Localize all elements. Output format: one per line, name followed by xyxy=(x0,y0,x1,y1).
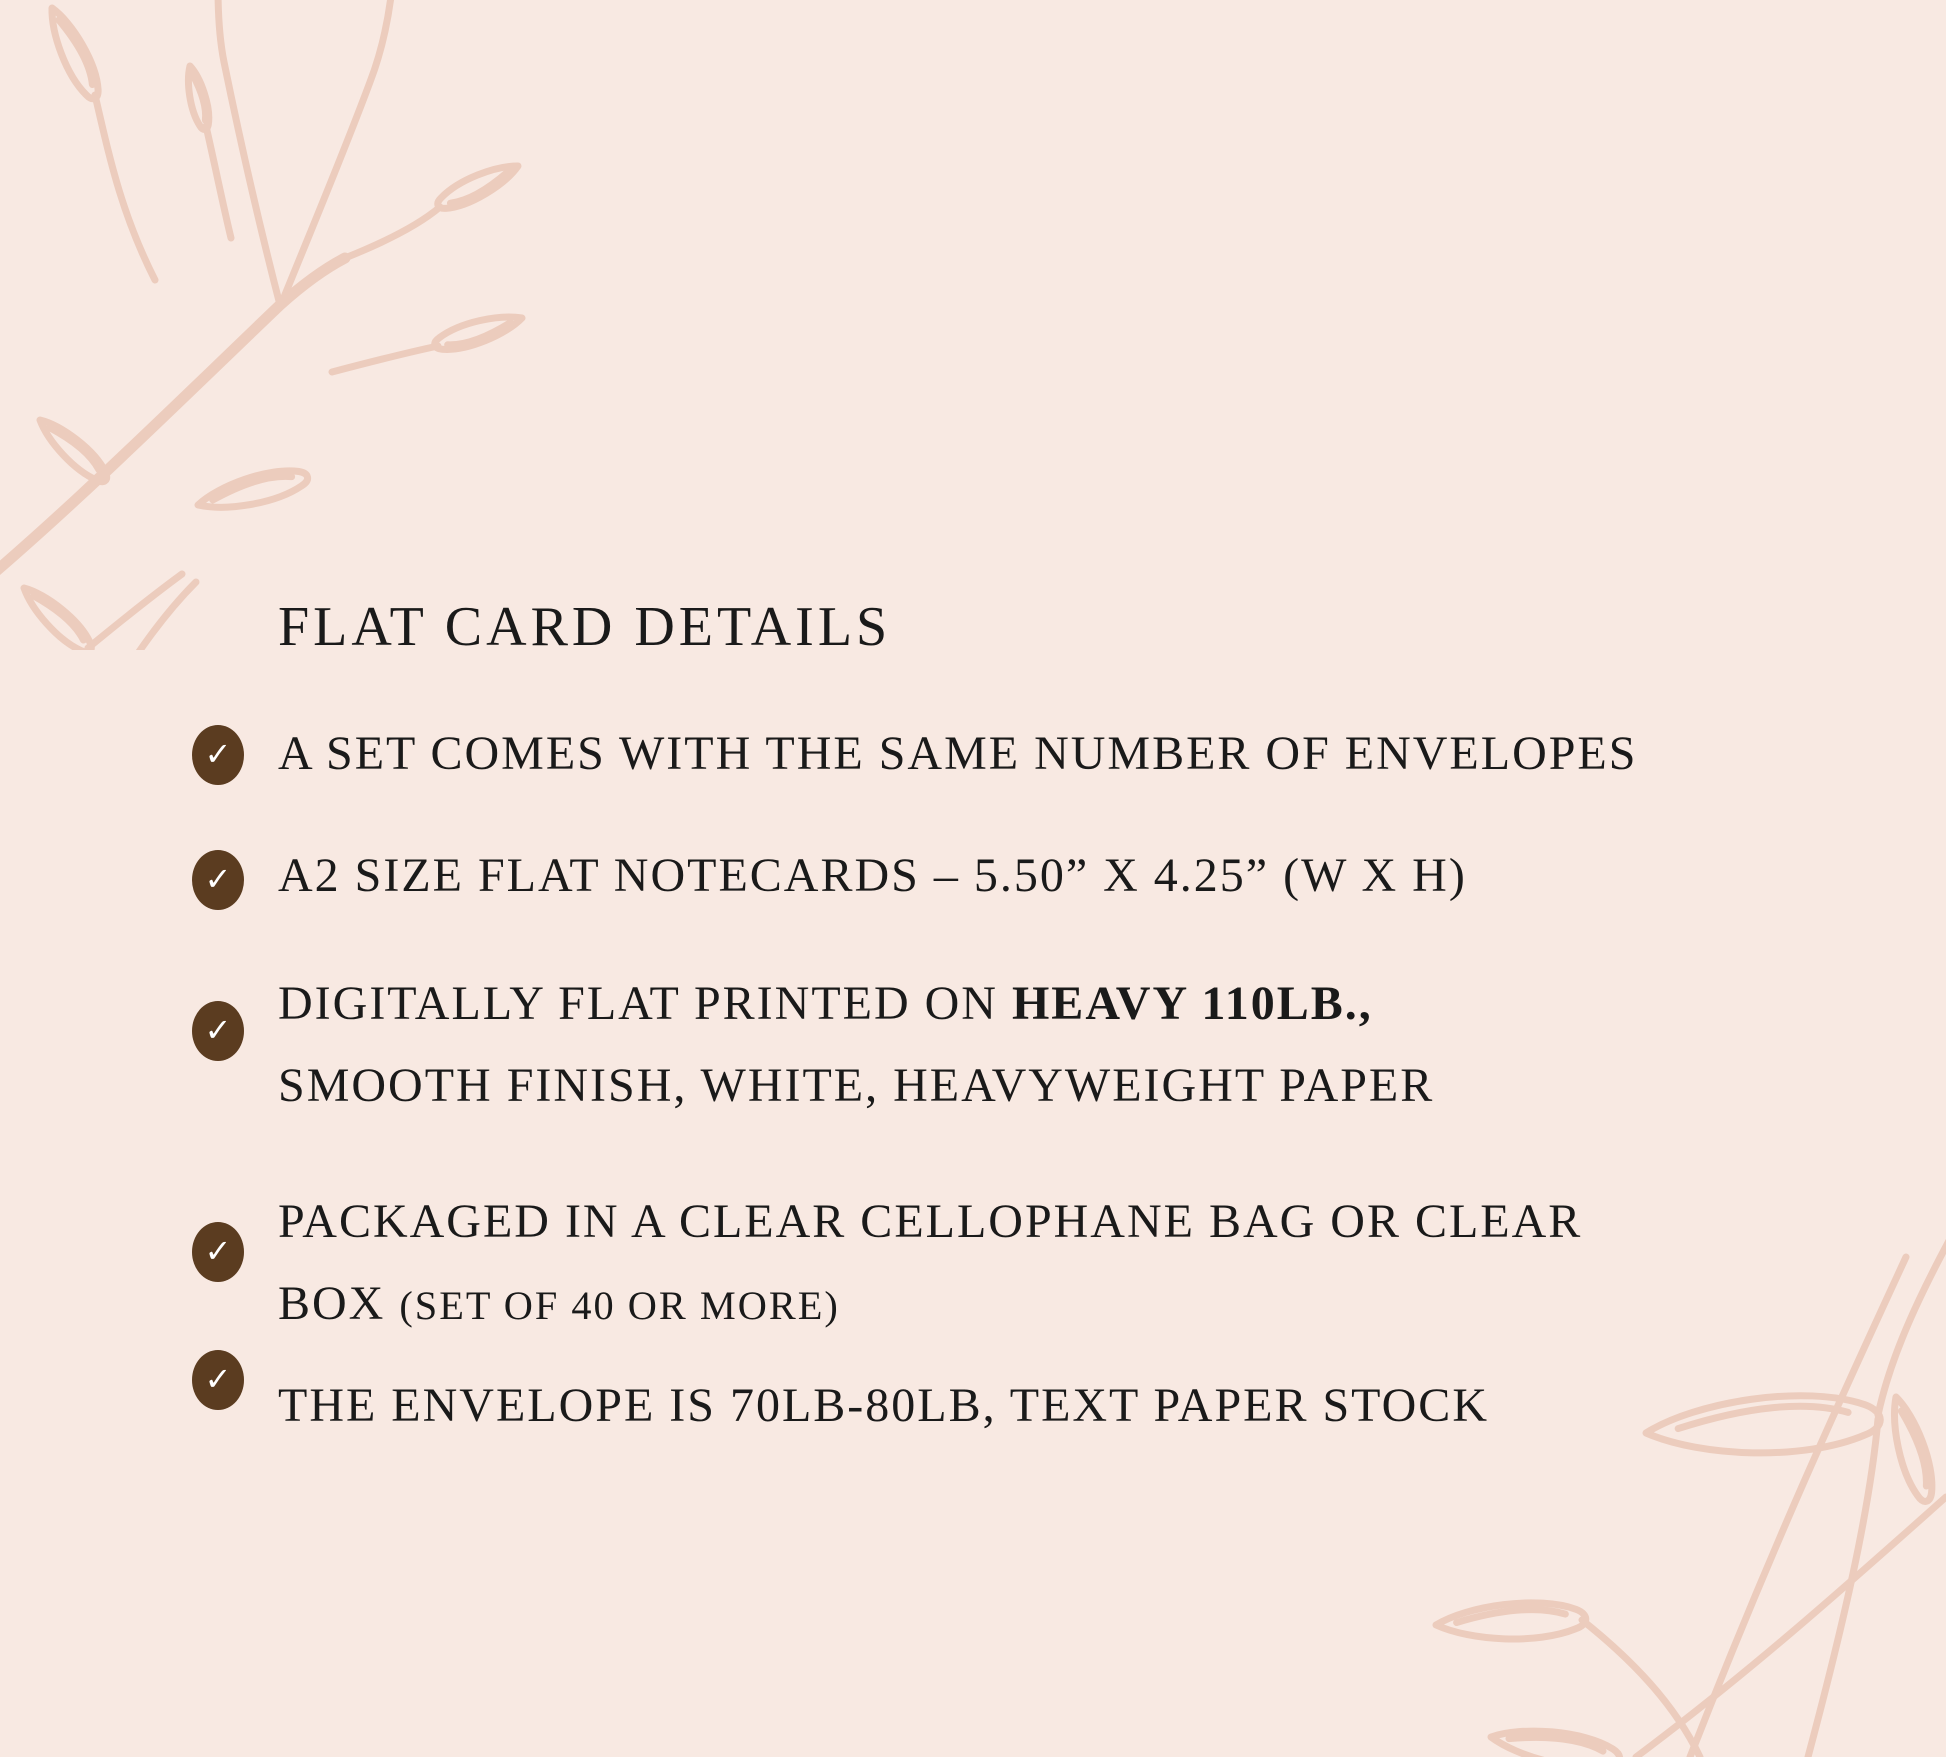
check-icon xyxy=(192,1350,244,1410)
page-title: FLAT CARD DETAILS xyxy=(278,596,892,658)
check-icon xyxy=(192,725,244,785)
branch-decoration-top-left-icon xyxy=(0,0,700,650)
checklist-item-text: A2 SIZE FLAT NOTECARDS – 5.50” X 4.25” (W X H) xyxy=(278,849,1467,902)
checklist-item-paper xyxy=(192,963,1434,1126)
checklist-item-text: DIGITALLY FLAT PRINTED ON HEAVY 110LB., SMOOTH FINISH, WHITE, HEAVYWEIGHT PAPER xyxy=(278,977,1435,1112)
checkmark-glyph: ✓ xyxy=(204,735,232,773)
checklist-item-envelopes xyxy=(192,713,1637,795)
checkmark-glyph: ✓ xyxy=(204,860,232,898)
checkmark-glyph: ✓ xyxy=(204,1232,232,1270)
checklist-item-text: A SET COMES WITH THE SAME NUMBER OF ENVELOPES xyxy=(278,727,1638,780)
checklist-item-text: PACKAGED IN A CLEAR CELLOPHANE BAG OR CLEAR BOX (SET OF 40 OR MORE) xyxy=(278,1195,1583,1330)
checklist-item-size xyxy=(192,835,1467,917)
checklist-item-packaging xyxy=(192,1181,1582,1344)
checkmark-glyph: ✓ xyxy=(204,1360,232,1398)
checkmark-glyph: ✓ xyxy=(204,1011,232,1049)
checklist-item-envelope-stock xyxy=(192,1360,1489,1447)
check-icon xyxy=(192,850,244,910)
check-icon xyxy=(192,1222,244,1282)
check-icon xyxy=(192,1001,244,1061)
checklist-item-text: THE ENVELOPE IS 70LB-80LB, TEXT PAPER STOCK xyxy=(278,1379,1489,1432)
